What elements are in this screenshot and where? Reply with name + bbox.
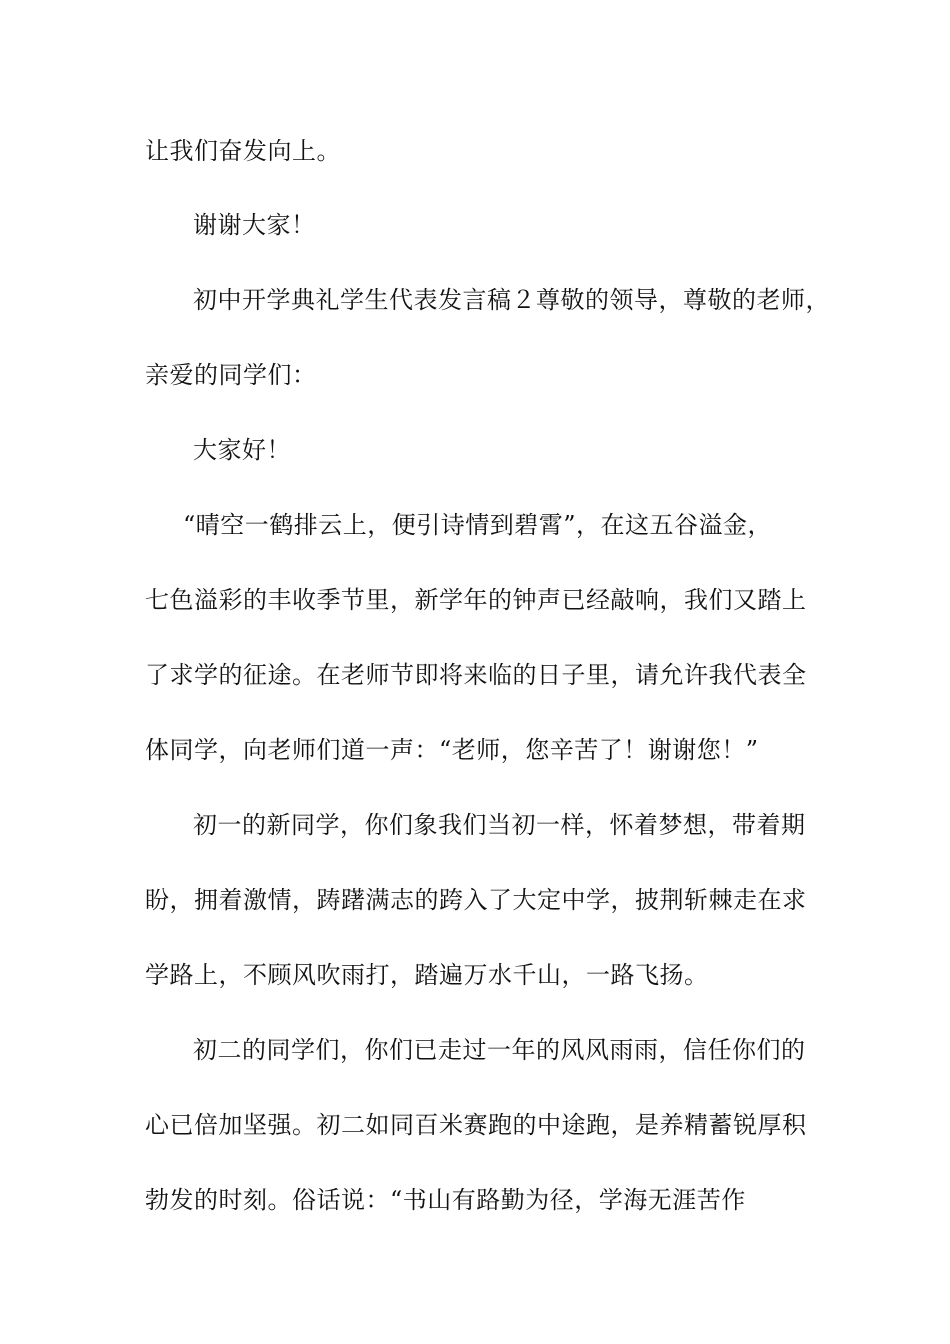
text-line: 体同学，向老师们道一声：“老师，您辛苦了！谢谢您！” xyxy=(145,736,759,764)
text-line: 大家好！ xyxy=(193,436,291,464)
text-line: 了求学的征途。在老师节即将来临的日子里，请允许我代表全 xyxy=(145,661,807,689)
text-line: 盼，拥着激情，踌躇满志的跨入了大定中学，披荆斩棘走在求 xyxy=(145,886,807,914)
text-line: 初中开学典礼学生代表发言稿２尊敬的领导，尊敬的老师， xyxy=(193,286,830,314)
text-line: 勃发的时刻。俗话说：“书山有路勤为径，学海无涯苦作 xyxy=(145,1186,746,1214)
text-line: 谢谢大家！ xyxy=(193,211,316,239)
text-line: 初一的新同学，你们象我们当初一样，怀着梦想，带着期 xyxy=(193,811,806,839)
text-line: 学路上，不顾风吹雨打，踏遍万水千山，一路飞扬。 xyxy=(145,961,709,989)
text-line: 七色溢彩的丰收季节里，新学年的钟声已经敲响，我们又踏上 xyxy=(145,586,807,614)
text-line: 让我们奋发向上。 xyxy=(145,137,341,165)
text-line: “晴空一鹤排云上，便引诗情到碧霄”，在这五谷溢金， xyxy=(183,511,773,539)
text-line: 初二的同学们，你们已走过一年的风风雨雨，信任你们的 xyxy=(193,1036,806,1064)
text-line: 心已倍加坚强。初二如同百米赛跑的中途跑，是养精蓄锐厚积 xyxy=(145,1111,807,1139)
text-line: 亲爱的同学们： xyxy=(145,361,317,389)
